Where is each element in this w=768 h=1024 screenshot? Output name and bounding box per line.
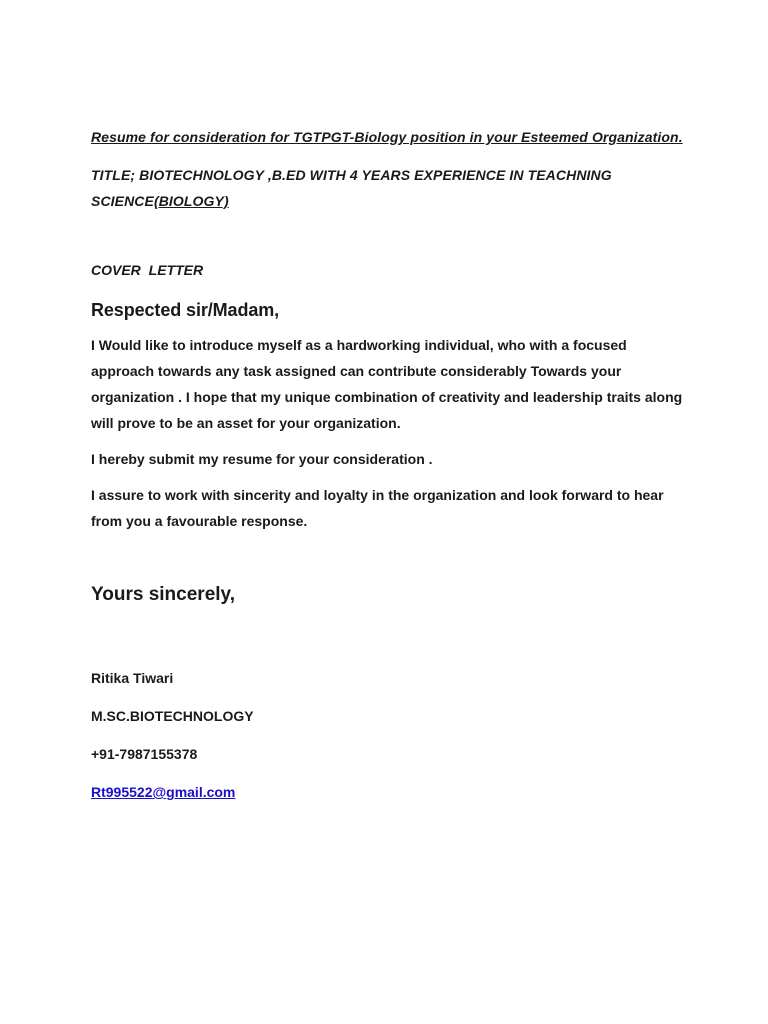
signature-name: Ritika Tiwari xyxy=(91,670,174,686)
salutation: Respected sir/Madam, xyxy=(91,300,280,320)
signature-email-link[interactable]: Rt995522@gmail.com xyxy=(91,784,236,800)
paragraph-assurance: I assure to work with sincerity and loyalty in the organization and look forward to hear from you a favourable response. xyxy=(91,487,664,529)
cover-letter-heading: COVER LETTER xyxy=(91,262,204,278)
subject-line: Resume for consideration for TGTPGT-Biology position in your Esteemed Organization. xyxy=(91,129,683,145)
paragraph-introduction: I Would like to introduce myself as a hardworking individual, who with a focused approach towards any task assigned can contribute considerably Towards your organization . I hope that my unique combination of creativity and leadership traits along will prove to be an asset for your organization. xyxy=(91,337,683,431)
letter-body xyxy=(91,124,691,802)
closing-line: Yours sincerely, xyxy=(91,584,235,605)
signature-degree: M.SC.BIOTECHNOLOGY xyxy=(91,708,254,724)
title-line xyxy=(91,162,691,214)
signature-phone: +91-7987155378 xyxy=(91,746,198,762)
title-prefix: TITLE; BIOTECHNOLOGY ,B.ED WITH 4 YEARS EXPERIENCE IN TEACHNING SCIENCE xyxy=(91,167,612,209)
paragraph-submission: I hereby submit my resume for your consideration . xyxy=(91,451,433,467)
title-suffix: (BIOLOGY) xyxy=(153,193,229,209)
